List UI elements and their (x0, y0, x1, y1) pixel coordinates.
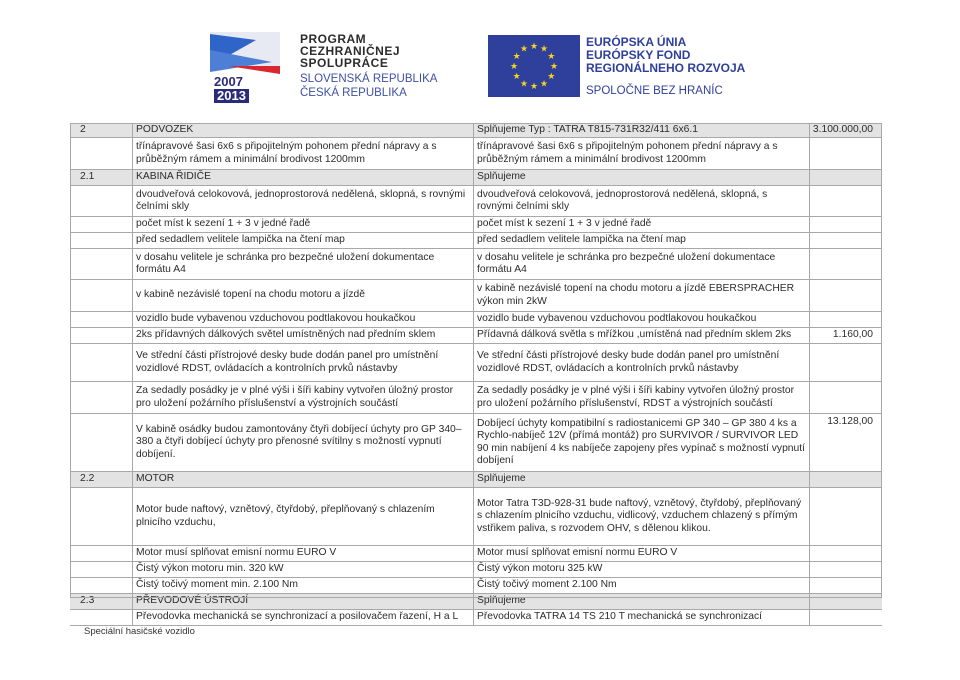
row-number (70, 414, 132, 471)
price-cell (809, 594, 882, 609)
requirement-cell: PŘEVODOVÉ ÚSTROJÍ (132, 594, 473, 609)
eu-star-icon: ★ (509, 61, 519, 71)
price-cell (809, 249, 882, 279)
table-row (70, 328, 882, 344)
eu-star-icon: ★ (539, 43, 549, 54)
row-number: 2.1 (80, 171, 95, 183)
price-cell (809, 138, 882, 169)
requirement-cell: Ve střední části přístrojové desky bude dodán panel pro umístnění vozidlové RDST, ovládacích a kontrolních prvků nástavby (132, 344, 473, 381)
offer-cell: vozidlo bude vybavenou vzduchovou podtlakovou houkačkou (473, 312, 809, 327)
price-cell (809, 488, 882, 545)
price-cell (809, 186, 882, 216)
offer-cell: Splňujeme (473, 170, 809, 185)
row-number (70, 280, 132, 311)
row-number (70, 138, 132, 169)
price-cell (809, 280, 882, 311)
program-title-block (300, 33, 437, 100)
row-number (70, 488, 132, 545)
offer-cell: Převodovka TATRA 14 TS 210 T mechanická se synchronizací (473, 610, 809, 625)
row-number (70, 578, 132, 593)
row-number (70, 562, 132, 577)
year-end: 2013 (214, 89, 249, 103)
requirement-cell: Motor musí splňovat emisní normu EURO V (132, 546, 473, 561)
eu-fund-block (586, 36, 745, 97)
price-cell (809, 562, 882, 577)
table-row (70, 578, 882, 594)
offer-cell: dvoudveřová celokovová, jednoprostorová nedělená, sklopná, s rovnými čelními skly (473, 186, 809, 216)
section-row (70, 123, 882, 138)
requirement-cell: V kabině osádky budou zamontovány čtyři dobíjecí úchyty pro GP 340–380 a čtyři dobíjecí úchyty pro přenosné svítilny s možností vypnutí dobíjení. (132, 414, 473, 471)
eu-star-icon: ★ (539, 78, 549, 89)
table-row (70, 344, 882, 382)
row-number (70, 249, 132, 279)
document-header (0, 0, 960, 120)
year-start: 2007 (214, 74, 243, 89)
requirement-cell: Převodovka mechanická se synchronizací a posilovačem řazení, H a L (132, 610, 473, 625)
program-title-line: CEZHRANIČNEJ (300, 44, 401, 58)
requirement-cell: vozidlo bude vybavenou vzduchovou podtlakovou houkačkou (132, 312, 473, 327)
row-number: 2.2 (80, 473, 95, 485)
offer-cell: Motor Tatra T3D-928-31 bude naftový, vznětový, čtyřdobý, přeplňovaný s chlazením plnicího vzduchu, vidlicový, vzduchem chlazený s přímým vstřikem paliva, s rozvodem OHV, s dělenou klikou. (473, 488, 809, 545)
eu-motto: SPOLOČNE BEZ HRANÍC (586, 85, 723, 97)
eu-flag-icon (488, 35, 580, 97)
offer-cell: třínápravové šasi 6x6 s připojitelným pohonem přední nápravy a s průběžným rámem a minimální brodivost 1200mm (473, 138, 809, 169)
eu-line: EURÓPSKA ÚNIA (586, 35, 687, 49)
table-row (70, 233, 882, 249)
offer-cell: Dobíjecí úchyty kompatibilní s radiostanicemi GP 340 – GP 380 4 ks a Rychlo-nabíječ 12V (přímá montáž) pro SURVIVOR / SURVIVOR LED 90 min nabíjení 4 ks nabíječe zapojeny přes vypínač s možností vypnutí dobíjení (473, 414, 809, 471)
requirement-cell: KABINA ŘIDIČE (132, 170, 473, 185)
offer-cell: Za sedadly posádky je v plné výši i šíři kabiny vytvořen úložný prostor pro uložení požárního příslušenství, RDST a výstrojních součástí (473, 382, 809, 413)
requirement-cell: PODVOZEK (132, 123, 473, 137)
footer-label: Speciální hasičské vozidlo (84, 626, 195, 637)
section-row (70, 594, 882, 610)
requirement-cell: v kabině nezávislé topení na chodu motoru a jízdě (132, 280, 473, 311)
offer-cell: Čistý výkon motoru 325 kW (473, 562, 809, 577)
requirement-cell: třínápravové šasi 6x6 s připojitelným pohonem přední nápravy a s průběžným rámem a minimální brodivost 1200mm (132, 138, 473, 169)
row-number (70, 186, 132, 216)
price-cell (809, 382, 882, 413)
eu-star-icon: ★ (547, 71, 556, 81)
requirement-cell: Čistý výkon motoru min. 320 kW (132, 562, 473, 577)
table-row (70, 414, 882, 472)
price-cell (809, 344, 882, 381)
offer-cell: Splňujeme (473, 472, 809, 487)
section-row (70, 170, 882, 186)
offer-cell: počet míst k sezení 1 + 3 v jedné řadě (473, 217, 809, 232)
table-row (70, 488, 882, 546)
eu-star-icon: ★ (519, 43, 529, 54)
offer-cell: v dosahu velitele je schránka pro bezpečné uložení dokumentace formátu A4 (473, 249, 809, 279)
price-cell (809, 217, 882, 232)
offer-cell: Přídavná dálková světla s mřížkou ,umístěná nad předním sklem 2ks (473, 328, 809, 343)
row-number (70, 546, 132, 561)
price-cell (809, 312, 882, 327)
requirement-cell: dvoudveřová celokovová, jednoprostorová nedělená, sklopná, s rovnými čelními skly (132, 186, 473, 216)
eu-star-icon: ★ (512, 51, 521, 61)
eu-star-icon: ★ (512, 71, 521, 81)
table-row (70, 610, 882, 626)
table-row (70, 280, 882, 312)
offer-cell: v kabině nezávislé topení na chodu motoru a jízdě EBERSPRACHER výkon min 2kW (473, 280, 809, 311)
program-country: SLOVENSKÁ REPUBLIKA (300, 73, 438, 85)
row-number: 2 (80, 123, 86, 135)
price-cell: 13.128,00 (809, 414, 882, 471)
price-cell (809, 233, 882, 248)
table-row (70, 546, 882, 562)
offer-cell: Splňujeme Typ : TATRA T815-731R32/411 6x6.1 (473, 123, 809, 137)
offer-cell: Motor musí splňovat emisní normu EURO V (473, 546, 809, 561)
row-number (70, 328, 132, 343)
requirement-cell: Za sedadly posádky je v plné výši i šíři kabiny vytvořen úložný prostor pro uložení požárního příslušenství a výstrojních součástí (132, 382, 473, 413)
section-row (70, 472, 882, 488)
offer-cell: Čistý točivý moment 2.100 Nm (473, 578, 809, 593)
row-number: 2.3 (80, 595, 95, 607)
table-row (70, 562, 882, 578)
price-cell (809, 170, 882, 185)
program-title-line: PROGRAM (300, 32, 367, 46)
offer-cell: před sedadlem velitele lampička na čtení map (473, 233, 809, 248)
offer-cell: Splňujeme (473, 594, 809, 609)
eu-line: EURÓPSKY FOND (586, 48, 691, 62)
table-row (70, 217, 882, 233)
requirement-cell: v dosahu velitele je schránka pro bezpečné uložení dokumentace formátu A4 (132, 249, 473, 279)
eu-star-icon: ★ (547, 51, 556, 61)
table-row (70, 382, 882, 414)
price-cell (809, 578, 882, 593)
eu-star-icon: ★ (549, 61, 559, 71)
requirement-cell: počet míst k sezení 1 + 3 v jedné řadě (132, 217, 473, 232)
table-row (70, 312, 882, 328)
requirement-cell: 2ks přídavných dálkových světel umístněných nad předním sklem (132, 328, 473, 343)
price-cell: 1.160,00 (809, 328, 882, 343)
requirement-cell: MOTOR (132, 472, 473, 487)
row-number (70, 217, 132, 232)
program-country: ČESKÁ REPUBLIKA (300, 87, 407, 99)
row-number (70, 233, 132, 248)
price-cell (809, 610, 882, 625)
offer-cell: Ve střední části přístrojové desky bude dodán panel pro umístnění vozidlové RDST, ovládacích a kontrolních prvků nástavby (473, 344, 809, 381)
row-number (70, 610, 132, 625)
table-row (70, 249, 882, 280)
row-number (70, 312, 132, 327)
table-row (70, 138, 882, 170)
eu-line: REGIONÁLNEHO ROZVOJA (586, 61, 746, 75)
program-years (214, 75, 249, 103)
requirement-cell: Čistý točivý moment min. 2.100 Nm (132, 578, 473, 593)
eu-star-icon: ★ (529, 41, 539, 51)
program-title-line: SPOLUPRÁCE (300, 56, 389, 70)
requirement-cell: Motor bude naftový, vznětový, čtyřdobý, přeplňovaný s chlazením plnicího vzduchu, (132, 488, 473, 545)
row-number (70, 382, 132, 413)
requirement-cell: před sedadlem velitele lampička na čtení map (132, 233, 473, 248)
price-cell (809, 472, 882, 487)
price-cell (809, 546, 882, 561)
eu-star-icon: ★ (529, 81, 539, 91)
table-row (70, 186, 882, 217)
eu-star-icon: ★ (519, 78, 529, 89)
row-number (70, 344, 132, 381)
price-cell: 3.100.000,00 (809, 123, 882, 137)
